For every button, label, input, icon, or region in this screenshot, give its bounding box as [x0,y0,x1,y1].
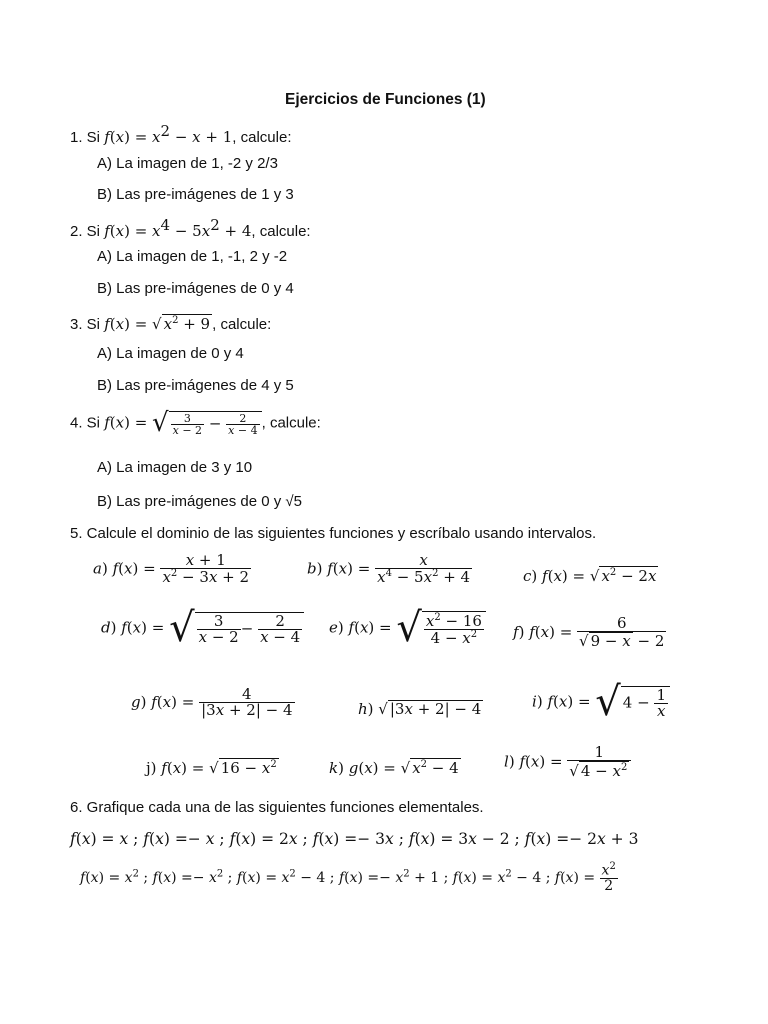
exercise-4-item-a: A) La imagen de 3 y 10 [97,459,253,476]
ex5-item-f: f) f(x) = $\frac{6}{√ 9 - x - 2}$ [513,614,665,650]
exercise-1-statement: 1. Si $f(x) = x^2 - x + 1$, calcule: [70,122,292,146]
exercise-3-item-b: B) Las pre-imágenes de 4 y 5 [97,377,294,394]
exercise-1-formula: f [104,128,110,146]
exercise-2-statement: 2. Si $f(x) = x^4 - 5x^2 + 4$, calcule: [70,216,311,240]
exercise-4-statement: 4. Si f(x) = √ $\frac{3}{x - 2}$ − $\frac{2}{x - 4}$ , calcule: [70,408,321,438]
exercise-6-statement: 6. Grafique cada una de las siguientes funciones elementales. [70,799,484,816]
exercise-4-item-b: B) Las pre-imágenes de 0 y √5 [97,493,303,510]
ex5-item-e: e) f(x) = √ $\frac{x^2 - 16}{4 - x^2}$ [329,608,486,648]
ex5-item-k: k) g(x) = √ $x^2 - 4$ [329,759,459,777]
exercise-3-statement: 3. Si f(x) = √ $x^2 + 9$ , calcule: [70,315,272,333]
ex5-item-b: b) f(x) = $\frac{x}{x^4 - 5x^2 + 4}$ [307,551,471,586]
exercise-2-item-a: A) La imagen de 1, -1, 2 y -2 [97,248,288,265]
ex5-item-a: a) f(x) = $\frac{x + 1}{x^2 - 3x + 2}$ [93,551,250,586]
exercise-2-item-b: B) Las pre-imágenes de 0 y 4 [97,280,294,297]
ex5-item-l: l) f(x) = $\frac{1}{√ 4 - x^2}$ [504,745,631,779]
ex5-item-i: i) f(x) = √ 4 − $\frac{1}{x}$ [532,682,670,722]
exercise-1-item-b: B) Las pre-imágenes de 1 y 3 [97,186,294,203]
ex5-item-h: h) √ |3x + 2| − 4 [358,700,482,718]
exercise-6-line-2: $f(x) = x^2$ ; $f(x) =- x^2$ ; $f(x) = x^2 - 4$ ; $f(x) =- x^2 + 1$ ; $f(x) = x^2 - 4$ ; f(x) = $\frac{x^2}{2}$ [80,861,616,894]
ex5-item-j: j) f(x) = √ $16 - x^2$ [146,759,277,777]
exercise-5-statement: 5. Calcule el dominio de las siguientes funciones y escríbalo usando intervalos. [70,525,597,542]
page-title: Ejercicios de Funciones (1) [285,91,486,108]
ex5-item-g: g) f(x) = $\frac{4}{|3x + 2| - 4}$ [131,685,293,719]
exercise-6-line-1: f(x) = x ; f(x) =− x ; f(x) = 2x ; f(x) =− 3x ; f(x) = 3x − 2 ; f(x) =− 2x + 3 [70,830,639,848]
ex5-item-d: d) f(x) = √ $\frac{3}{x - 2}$ − $\frac{2}{x - 4}$ [101,608,304,648]
ex5-item-c: c) f(x) = √ $x^2 - 2x$ [523,567,657,585]
exercise-3-item-a: A) La imagen de 0 y 4 [97,345,244,362]
exercise-1-item-a: A) La imagen de 1, -2 y 2/3 [97,155,278,172]
